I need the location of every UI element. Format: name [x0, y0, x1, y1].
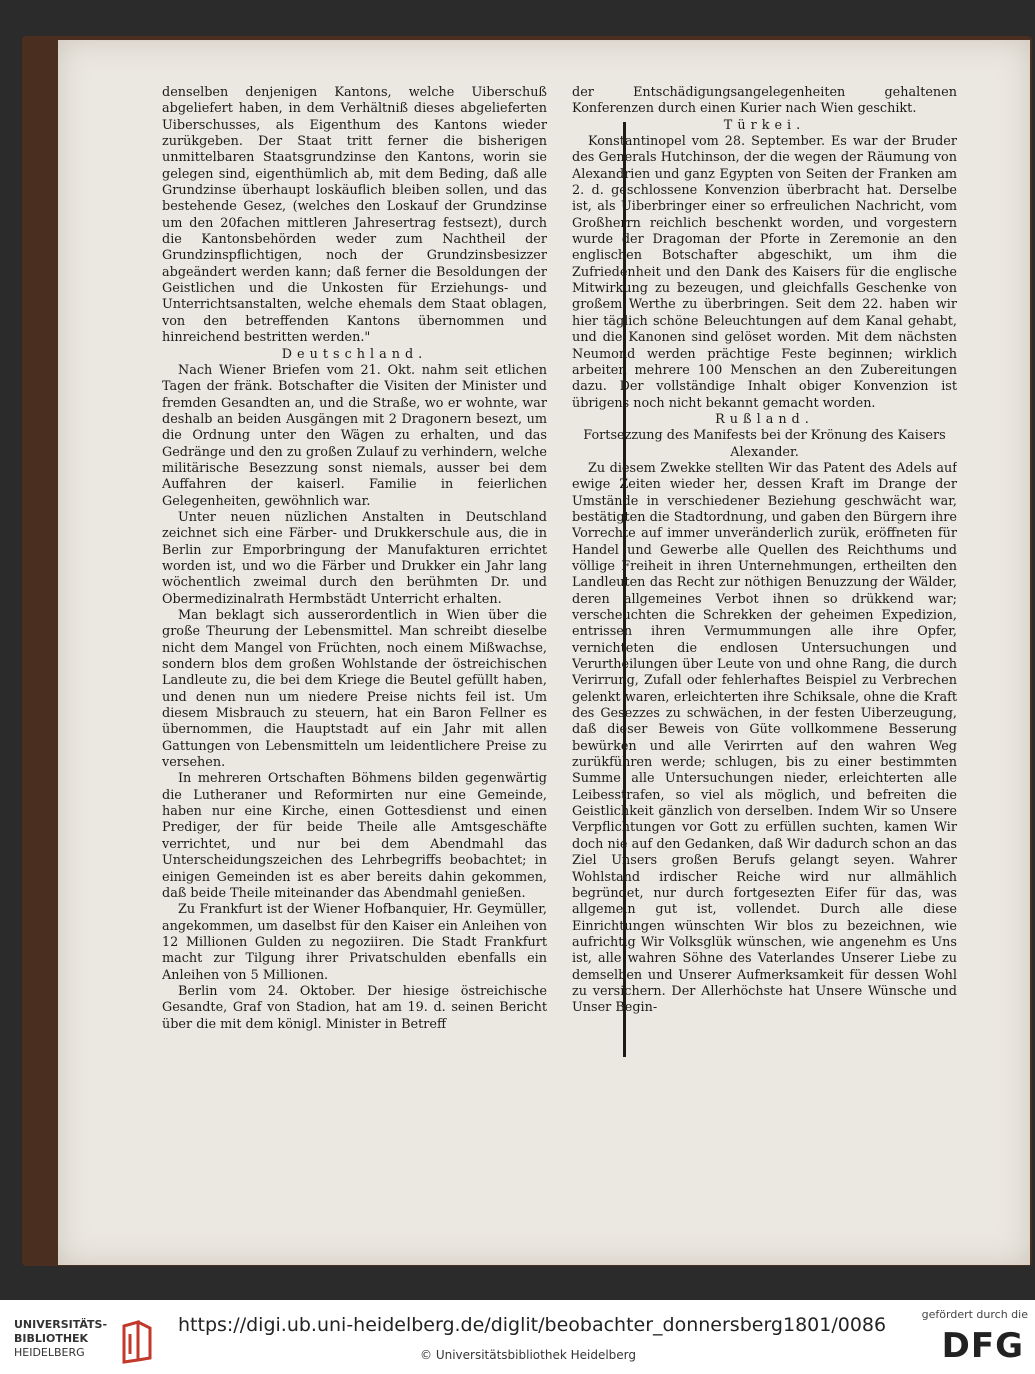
dfg-caption: gefördert durch die	[921, 1308, 1028, 1321]
section-heading-tuerkei: Türkei.	[723, 117, 806, 133]
logo-text	[14, 1318, 107, 1360]
paragraph: der Entschädigungsangelegenheiten gehaltenen Konferenzen durch einen Kurier nach Wien geschikt.	[572, 85, 957, 117]
dfg-funding-logo[interactable]	[918, 1308, 1028, 1368]
dfg-logo-text: DFG	[941, 1326, 1024, 1366]
paragraph: Zu Frankfurt ist der Wiener Hofbanquier, Hr. Geymüller, angekommen, um daselbst für den Kaiser ein Anleihen von 12 Millionen Gulden zu negoziiren. Die Stadt Frankfurt macht zur Tilgung ihrer Privatschulden ebenfalls ein Anleihen von 5 Millionen.	[162, 902, 547, 983]
paragraph: Zu diesem Zwekke stellten Wir das Patent des Adels auf ewige Zeiten wieder her, dessen Kraft im Drange der Umstände in verschiedener Beziehung geschwächt war, bestätigten die Stadtordnung, und gaben den Bürgern ihre Vorrechte auf immer unveränderlich zurük, eröffneten für Handel und Gewerbe alle Quellen des Reichthums und völlige Freiheit in ihren Unternehmungen, ertheilten den Landleuten das Recht zur nöthigen Benuzzung der Wälder, deren allgemeines Verbot ihnen so drükkend war; verscheuchten die Schrekken der geheimen Expedizion, entrissen ihren Vermummungen alle ihre Opfer, vernichteten die endlosen Untersuchungen und Verurtheilungen über Leute von und ohne Rang, die durch Verirrung, Zufall oder fehlerhaftes Beispiel zu Verbrechen gelenkt waren, erleichterten ihre Schiksale, ohne die Kraft des Gesezzes zu schwächen, in der festen Uiberzeugung, daß dieser Beweis von Güte vollkommene Besserung bewürken und alle Verirrten auf den wahren Weg zurükführen werde; schlugen, bis zu einer bestimmten Summe alle Untersuchungen nieder, erleichterten alle Leibesstrafen, so viel als möglich, und befreiten die Geistlichkeit gänzlich von derselben. Indem Wir so Unsere Verpflichtungen vor Gott zu erfüllen suchten, kamen Wir doch nie auf den Gedanken, daß Wir dadurch schon an das Ziel Unsers großen Berufs gelangt seyen. Wahrer Wohlstand irdischer Reiche wird nur allmählich begründet, nur durch fortgesezten Eifer für das, was allgemein gut ist, vollendet. Durch alle diese Einrichtungen wünschten Wir blos zu bezeichnen, wie aufrichtig Wir Volksglük wünschen, wie angenehm es Uns ist, alle wahren Söhne des Vaterlandes Unserer Liebe zu demselben und Unserer Aufmerksamkeit für dessen Wohl zu versichern. Der Allerhöchste hat Unsere Wünsche und Unser Begin-	[572, 460, 957, 1016]
paragraph: Berlin vom 24. Oktober. Der hiesige östreichische Gesandte, Graf von Stadion, hat am 19. d. seinen Bericht über die mit dem königl. Minister in Betreff	[162, 983, 547, 1032]
section-heading-deutschland: Deutschland.	[281, 346, 428, 362]
paragraph: Konstantinopel vom 28. September. Es war der Bruder des Generals Hutchinson, der die wegen der Räumung von Alexandrien und ganz Egypten von Seiten der Franken am 2. d. geschlossene Konvenzion überbracht hat. Derselbe ist, als Uiberbringer einer so erfreulichen Nachricht, vom Großherrn reichlich beschenkt worden, und vorgestern wurde der Dragoman der Pforte in Zeremonie an den englischen Botschafter abgeschikt, um ihm die Zufriedenheit und den Dank des Kaisers für die englische Mitwirkung zu bezeugen, und gleichfalls Geschenke von großem Werthe zu überbringen. Seit dem 22. haben wir hier täglich schöne Beleuchtungen auf dem Kanal gehabt, und die Kanonen sind gelöset worden. Mit dem nächsten Neumond werden prächtige Feste beginnen; wirklich arbeiten mehrere 100 Menschen an den Zubereitungen dazu. Der vollständige Inhalt obiger Konvenzion ist übrigens noch nicht bekannt gemacht worden.	[572, 134, 957, 411]
left-column	[162, 85, 547, 1085]
permalink-url[interactable]: https://digi.ub.uni-heidelberg.de/diglit/beobachter_donnersberg1801/0086	[178, 1314, 887, 1336]
paragraph: Nach Wiener Briefen vom 21. Okt. nahm seit etlichen Tagen der fränk. Botschafter die Visiten der Minister und fremden Gesandten an, und die Straße, wo er wohnte, war deshalb an beiden Ausgängen mit 2 Dragonern besezt, um die Ordnung unter den Wägen zu erhalten, und das Gedränge und den zu großen Zulauf zu verhindern, welche militärische Besezzung sonst niemals, ausser bei dem Auffahren der kaiserl. Familie in feierlichen Gelegenheiten, gewöhnlich war.	[162, 362, 547, 509]
paragraph: denselben denjenigen Kantons, welche Uiberschuß abgeliefert haben, in dem Verhältniß dieses abgelieferten Uiberschusses, als Eigenthum des Kantons wieder zurükgeben. Der Staat tritt ferner die bisherigen unmittelbaren Staatsgrundzinse den Kantons, worin sie gelegen sind, eigenthümlich ab, mit dem Beding, daß alle Grundzinse überhaupt loskäuflich bleiben sollen, und das bestehende Gesez, (welches den Loskauf der Grundzinse um den 20fachen mittleren Jahresertrag festsezt), durch die Kantonsbehörden weder zum Nachtheil der Grundzinspflichtigen, noch der Grundzinsbesizzer abgeändert werden kann; daß ferner die Besoldungen der Geistlichen und die Unkosten für Erziehungs- und Unterrichtsanstalten, welche ehemals dem Staat oblagen, von den betreffenden Kantons übernommen und hinreichend bestritten werden."	[162, 85, 547, 346]
right-column	[572, 85, 957, 1085]
copyright-notice: © Universitätsbibliothek Heidelberg	[420, 1348, 637, 1362]
university-library-logo[interactable]	[14, 1314, 164, 1364]
library-emblem-icon	[118, 1320, 156, 1364]
section-subheading: Fortsezzung des Manifests bei der Krönung des Kaisers Alexander.	[583, 428, 946, 460]
paragraph: In mehreren Ortschaften Böhmens bilden gegenwärtig die Lutheraner und Reformirten nur eine Gemeinde, haben nur eine Kirche, einen Gottesdienst und einen Prediger, der für beide Theile alle Amtsgeschäfte verrichtet, und nur bei dem Abendmahl das Unterscheidungszeichen des Lehrbegriffs beobachtet; in einigen Gemeinden ist es aber bereits dahin gekommen, daß beide Theile miteinander das Abendmahl genießen.	[162, 771, 547, 901]
section-heading-russland: Rußland.	[715, 411, 814, 427]
logo-line: HEIDELBERG	[14, 1346, 85, 1359]
logo-line: UNIVERSITÄTS-	[14, 1318, 108, 1331]
footer-bar	[0, 1300, 1035, 1374]
paragraph: Man beklagt sich ausserordentlich in Wien über die große Theurung der Lebensmittel. Man schreibt dieselbe nicht dem Mangel von Früchten, noch einem Mißwachse, sondern blos dem großen Wohlstande der östreichischen Landleute zu, die bei dem Kriege die Beutel gefüllt haben, und denen nun um niedere Preise nichts feil ist. Um diesem Misbrauch zu steuern, hat ein Baron Fellner es übernommen, die Hauptstadt auf ein Jahr mit allen Gattungen von Lebensmitteln um leidentlichere Preise zu versehen.	[162, 608, 547, 771]
logo-line: BIBLIOTHEK	[14, 1332, 89, 1345]
paragraph: Unter neuen nüzlichen Anstalten in Deutschland zeichnet sich eine Färber- und Drukkerschule aus, die in Berlin zur Emporbringung der Manufakturen errichtet worden ist, und wo die Färber und Drukker ein Jahr lang wöchentlich zweimal durch den berühmten Dr. und Obermedizinalrath Hermbstädt Unterricht erhalten.	[162, 509, 547, 607]
